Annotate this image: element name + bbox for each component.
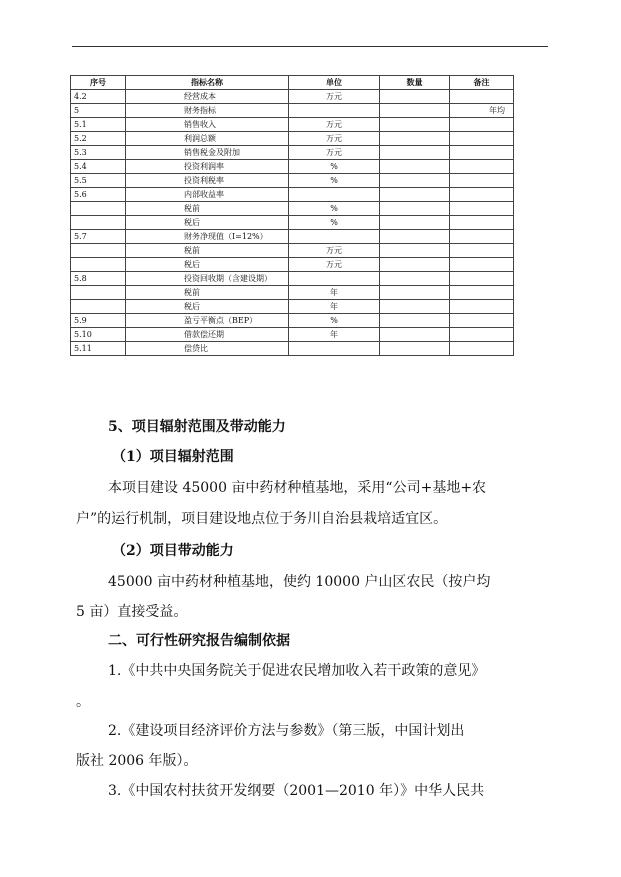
cell-no	[71, 286, 126, 300]
table-row	[71, 146, 514, 160]
cell-qty	[380, 118, 450, 132]
header-cell-note: 备注	[450, 76, 514, 90]
section-heading-basis: 二、可行性研究报告编制依据	[108, 633, 290, 649]
cell-unit: 万元	[289, 132, 380, 146]
cell-unit	[289, 230, 380, 244]
reference-1-line-1: 1.《中共中央国务院关于促进农民增加收入若干政策的意见》	[108, 663, 486, 679]
cell-name: 销售收入	[126, 118, 289, 132]
cell-note	[450, 216, 514, 230]
table-row	[71, 188, 514, 202]
cell-name: 财务净现值（I=12%）	[126, 230, 289, 244]
cell-qty	[380, 342, 450, 356]
cell-unit: 万元	[289, 118, 380, 132]
cell-name: 税后	[126, 258, 289, 272]
cell-note	[450, 160, 514, 174]
cell-note	[450, 314, 514, 328]
table-row	[71, 104, 514, 118]
cell-unit: 年	[289, 328, 380, 342]
cell-qty	[380, 230, 450, 244]
cell-qty	[380, 300, 450, 314]
cell-name: 盈亏平衡点（BEP）	[126, 314, 289, 328]
paragraph-capacity-line-1: 45000 亩中药材种植基地，使约 10000 户山区农民（按户均	[108, 574, 491, 590]
header-cell-qty: 数量	[380, 76, 450, 90]
cell-note	[450, 90, 514, 104]
cell-note	[450, 300, 514, 314]
cell-note	[450, 328, 514, 342]
cell-no: 5.6	[71, 188, 126, 202]
cell-unit	[289, 272, 380, 286]
reference-1-line-2: 。	[76, 694, 90, 710]
table-row	[71, 174, 514, 188]
cell-qty	[380, 104, 450, 118]
table-row	[71, 202, 514, 216]
cell-note	[450, 146, 514, 160]
cell-no: 5.4	[71, 160, 126, 174]
table-row	[71, 132, 514, 146]
cell-qty	[380, 272, 450, 286]
cell-qty	[380, 258, 450, 272]
cell-note	[450, 132, 514, 146]
cell-note: 年均	[450, 104, 514, 118]
table-row	[71, 90, 514, 104]
cell-name: 偿贷比	[126, 342, 289, 356]
paragraph-capacity-line-2: 5 亩）直接受益。	[76, 604, 188, 620]
cell-no: 5.1	[71, 118, 126, 132]
cell-qty	[380, 146, 450, 160]
cell-name: 投资利税率	[126, 174, 289, 188]
table-row	[71, 216, 514, 230]
cell-unit: 万元	[289, 244, 380, 258]
cell-qty	[380, 328, 450, 342]
cell-no	[71, 258, 126, 272]
cell-unit: 万元	[289, 146, 380, 160]
cell-qty	[380, 174, 450, 188]
cell-unit	[289, 188, 380, 202]
cell-qty	[380, 188, 450, 202]
section-heading-radiation: 5、项目辐射范围及带动能力	[108, 419, 286, 435]
cell-unit	[289, 342, 380, 356]
table-row	[71, 300, 514, 314]
cell-note	[450, 286, 514, 300]
table-row	[71, 342, 514, 356]
cell-note	[450, 258, 514, 272]
paragraph-scope-line-1: 本项目建设 45000 亩中药材种植基地，采用“公司+基地+农	[108, 480, 487, 496]
cell-no: 5.3	[71, 146, 126, 160]
table-row	[71, 314, 514, 328]
header-cell-no: 序号	[71, 76, 126, 90]
cell-unit: %	[289, 216, 380, 230]
cell-name: 利润总额	[126, 132, 289, 146]
cell-name: 税前	[126, 202, 289, 216]
subheading-radiation-scope: （1）项目辐射范围	[112, 449, 234, 465]
cell-unit	[289, 104, 380, 118]
cell-unit: 年	[289, 300, 380, 314]
table-row	[71, 244, 514, 258]
cell-unit: %	[289, 202, 380, 216]
cell-name: 投资利润率	[126, 160, 289, 174]
cell-note	[450, 230, 514, 244]
cell-no: 5.9	[71, 314, 126, 328]
cell-name: 借款偿还期	[126, 328, 289, 342]
cell-unit: %	[289, 174, 380, 188]
cell-no	[71, 300, 126, 314]
cell-qty	[380, 90, 450, 104]
cell-unit: 万元	[289, 90, 380, 104]
table-row	[71, 258, 514, 272]
cell-name: 税后	[126, 300, 289, 314]
cell-qty	[380, 132, 450, 146]
header-rule	[72, 46, 548, 47]
cell-name: 税前	[126, 286, 289, 300]
cell-name: 投资回收期（含建设期）	[126, 272, 289, 286]
reference-2-line-2: 版社 2006 年版）。	[76, 753, 198, 769]
cell-qty	[380, 202, 450, 216]
cell-name: 经营成本	[126, 90, 289, 104]
cell-no	[71, 244, 126, 258]
cell-no: 5.11	[71, 342, 126, 356]
cell-qty	[380, 216, 450, 230]
cell-qty	[380, 160, 450, 174]
table-row	[71, 272, 514, 286]
cell-no: 5	[71, 104, 126, 118]
header-cell-name: 指标名称	[126, 76, 289, 90]
paragraph-scope-line-2: 户”的运行机制，项目建设地点位于务川自治县栽培适宜区。	[76, 511, 448, 527]
cell-unit: 年	[289, 286, 380, 300]
cell-no: 5.10	[71, 328, 126, 342]
cell-note	[450, 118, 514, 132]
subheading-driving-capacity: （2）项目带动能力	[112, 543, 234, 559]
table-row	[71, 230, 514, 244]
cell-no: 4.2	[71, 90, 126, 104]
table-row	[71, 286, 514, 300]
cell-qty	[380, 286, 450, 300]
indicator-table	[70, 75, 514, 356]
cell-name: 销售税金及附加	[126, 146, 289, 160]
cell-note	[450, 244, 514, 258]
reference-2-line-1: 2.《建设项目经济评价方法与参数》（第三版，中国计划出	[108, 723, 465, 739]
cell-qty	[380, 314, 450, 328]
cell-no	[71, 216, 126, 230]
cell-no: 5.8	[71, 272, 126, 286]
table-row	[71, 328, 514, 342]
cell-note	[450, 272, 514, 286]
table-row	[71, 160, 514, 174]
cell-name: 内部收益率	[126, 188, 289, 202]
cell-note	[450, 174, 514, 188]
cell-name: 财务指标	[126, 104, 289, 118]
table-header-row	[71, 76, 514, 90]
cell-note	[450, 202, 514, 216]
cell-name: 税后	[126, 216, 289, 230]
cell-unit: %	[289, 160, 380, 174]
header-cell-unit: 单位	[289, 76, 380, 90]
reference-3-line-1: 3.《中国农村扶贫开发纲要（2001—2010 年）》中华人民共	[108, 783, 485, 799]
cell-note	[450, 188, 514, 202]
cell-no	[71, 202, 126, 216]
cell-no: 5.2	[71, 132, 126, 146]
cell-no: 5.5	[71, 174, 126, 188]
cell-no: 5.7	[71, 230, 126, 244]
cell-unit: %	[289, 314, 380, 328]
table-row	[71, 118, 514, 132]
cell-note	[450, 342, 514, 356]
cell-name: 税前	[126, 244, 289, 258]
cell-qty	[380, 244, 450, 258]
cell-unit: 万元	[289, 258, 380, 272]
